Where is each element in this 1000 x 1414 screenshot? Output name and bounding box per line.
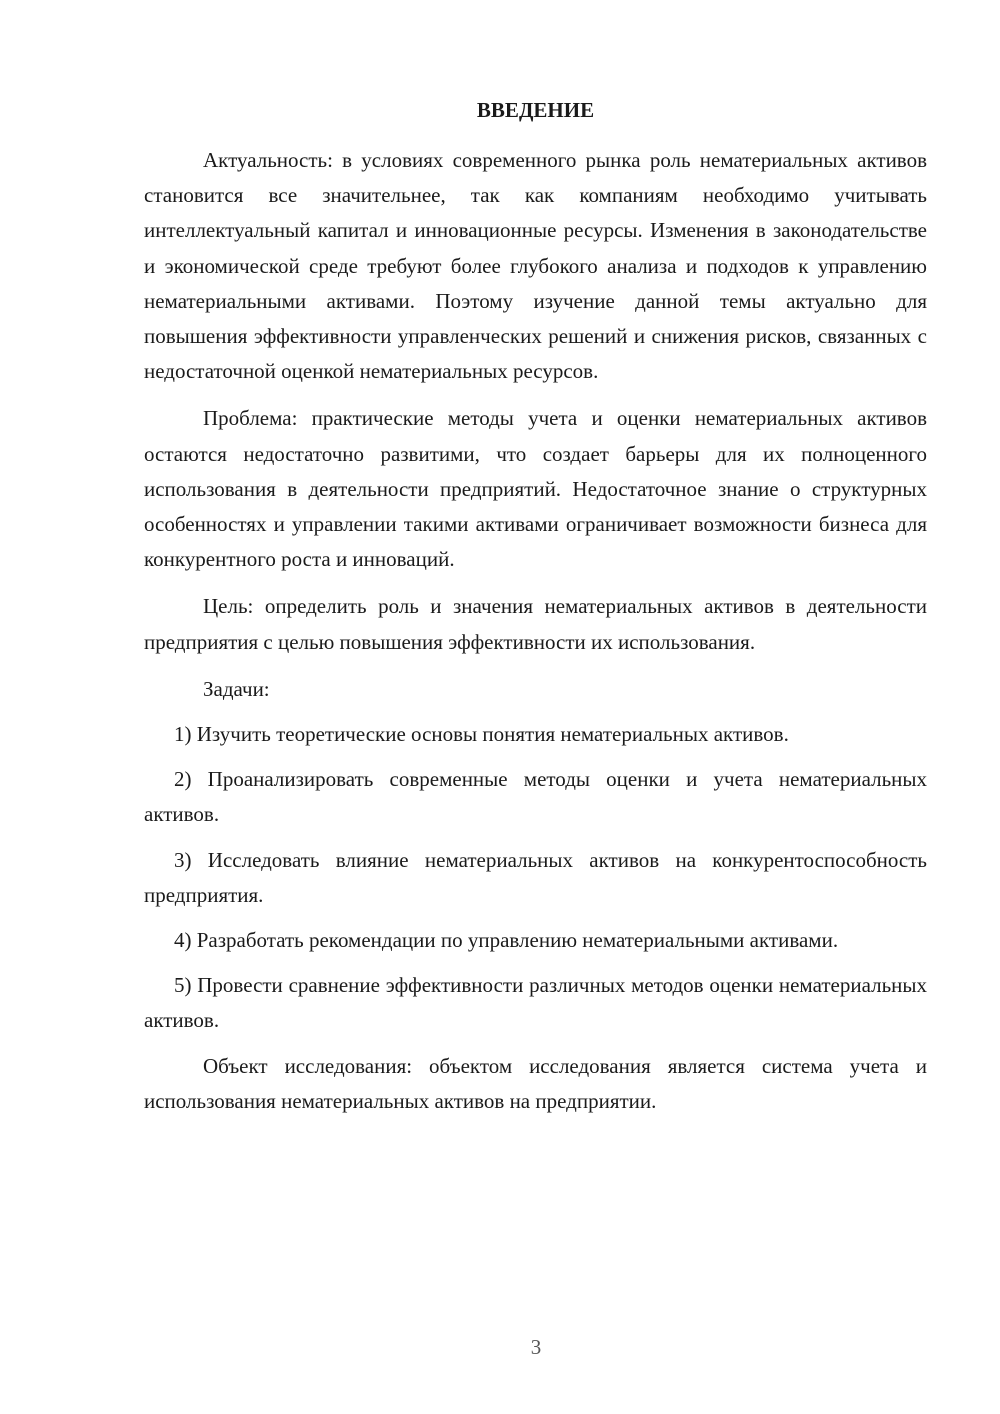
problem-paragraph: Проблема: практические методы учета и оценки нематериальных активов остаются недостаточно развитими, что создает барьеры для их полноценного использования в деятельности предприятий. Недостаточное знание о структурных особенностях и управлении такими активами ограничивает возможности бизнеса для конкурентного роста и инноваций. bbox=[144, 406, 927, 572]
object-paragraph: Объект исследования: объектом исследования является система учета и использования нематериальных активов на предприятии. bbox=[144, 1053, 927, 1113]
page-title: ВВЕДЕНИЕ bbox=[476, 98, 595, 122]
task-item-1: 1) Изучить теоретические основы понятия нематериальных активов. bbox=[174, 722, 789, 747]
task-item-3: 3) Исследовать влияние нематериальных активов на конкурентоспособность предприятия. bbox=[144, 847, 927, 907]
task-item-2: 2) Проанализировать современные методы оценки и учета нематериальных активов. bbox=[144, 767, 927, 827]
page-number: 3 bbox=[530, 1335, 542, 1359]
relevance-paragraph: Актуальность: в условиях современного рынка роль нематериальных активов становится все значительнее, так как компаниям необходимо учитывать интеллектуальный капитал и инновационные ресурсы. Изменения в законодательстве и экономической среде требуют более глубокого анализа и подходов к управлению нематериальными активами. Поэтому изучение данной темы актуально для повышения эффективности управленческих решений и снижения рисков, связанных с недостаточной оценкой нематериальных ресурсов. bbox=[144, 148, 927, 384]
task-item-5: 5) Провести сравнение эффективности различных методов оценки нематериальных активов. bbox=[144, 973, 927, 1033]
document-body bbox=[144, 95, 927, 1131]
task-item-4: 4) Разработать рекомендации по управлению нематериальными активами. bbox=[174, 928, 839, 953]
tasks-heading: Задачи: bbox=[203, 676, 270, 701]
goal-paragraph: Цель: определить роль и значения нематериальных активов в деятельности предприятия с целью повышения эффективности их использования. bbox=[144, 594, 927, 654]
